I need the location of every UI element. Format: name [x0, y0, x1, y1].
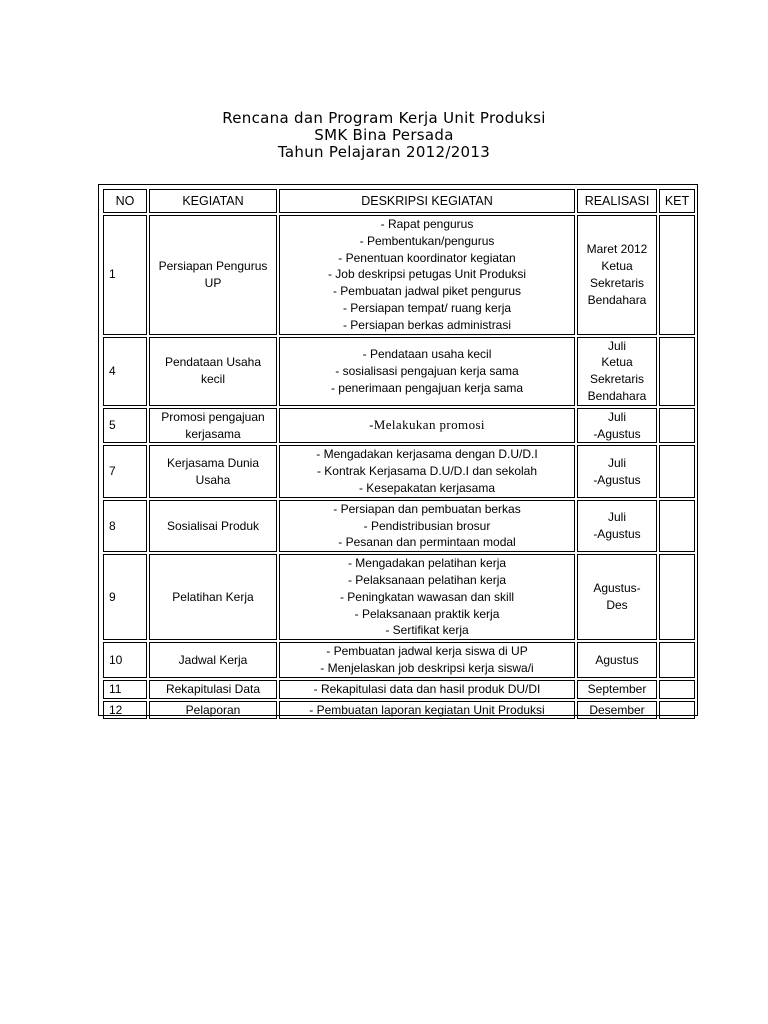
cell-kegiatan: [149, 701, 277, 720]
table-row: [103, 642, 695, 678]
cell-no: 9: [103, 554, 147, 640]
cell-kegiatan-line: kerjasama: [185, 426, 241, 441]
cell-deskripsi: [279, 215, 575, 335]
cell-realisasi-line: Ketua: [601, 355, 633, 370]
program-table: [101, 187, 697, 721]
cell-deskripsi-line: - Pesanan dan permintaan modal: [338, 535, 516, 550]
cell-kegiatan: [149, 680, 277, 699]
cell-no: 8: [103, 500, 147, 552]
title-line-3: Tahun Pelajaran 2012/2013: [277, 143, 491, 161]
program-table-frame: [98, 184, 698, 716]
cell-realisasi-line: Sekretaris: [589, 372, 645, 387]
cell-kegiatan: [149, 500, 277, 552]
cell-deskripsi-line: - Persiapan berkas administrasi: [342, 317, 512, 332]
cell-kegiatan: [149, 215, 277, 335]
cell-deskripsi-line: - Job deskripsi petugas Unit Produksi: [327, 267, 527, 282]
header-realisasi: REALISASI: [577, 189, 657, 213]
cell-kegiatan: [149, 337, 277, 406]
cell-deskripsi: [279, 500, 575, 552]
cell-realisasi: [577, 408, 657, 444]
cell-deskripsi: [279, 554, 575, 640]
cell-kegiatan-line: Promosi pengajuan: [161, 409, 265, 424]
cell-deskripsi-line: - Persiapan tempat/ ruang kerja: [342, 300, 512, 315]
cell-realisasi: [577, 337, 657, 406]
cell-no: 5: [103, 408, 147, 444]
cell-ket: [659, 215, 695, 335]
cell-ket: [659, 642, 695, 678]
table-row: [103, 680, 695, 699]
cell-deskripsi-line: - Pendataan usaha kecil: [362, 346, 492, 361]
cell-realisasi-line: Bendahara: [587, 292, 647, 307]
table-body: [103, 189, 695, 719]
cell-realisasi-line: Desember: [589, 702, 645, 717]
cell-kegiatan-line: UP: [204, 275, 222, 290]
cell-deskripsi-line: - Peningkatan wawasan dan skill: [339, 589, 515, 604]
cell-deskripsi-line: - Rapat pengurus: [380, 217, 474, 231]
title-line-1: Rencana dan Program Kerja Unit Produksi: [222, 109, 546, 127]
cell-deskripsi: [279, 680, 575, 699]
cell-kegiatan-line: Jadwal Kerja: [178, 652, 248, 667]
table-row: [103, 554, 695, 640]
cell-deskripsi-line: - Pembuatan jadwal piket pengurus: [332, 284, 522, 299]
header-deskripsi: DESKRIPSI KEGIATAN: [279, 189, 575, 213]
cell-deskripsi-line: - Pelaksanaan praktik kerja: [354, 606, 500, 621]
cell-no: 12: [103, 701, 147, 720]
cell-kegiatan-line: Kerjasama Dunia: [166, 455, 260, 470]
cell-deskripsi-line: - Mengadakan pelatihan kerja: [347, 556, 507, 571]
cell-deskripsi-line: - Pelaksanaan pelatihan kerja: [347, 572, 507, 587]
document-title: [0, 110, 768, 161]
cell-realisasi: [577, 701, 657, 720]
cell-deskripsi-line: - Persiapan dan pembuatan berkas: [333, 501, 521, 516]
cell-ket: [659, 500, 695, 552]
cell-realisasi-line: Juli: [607, 455, 626, 470]
cell-deskripsi-line: - Kontrak Kerjasama D.U/D.I dan sekolah: [316, 464, 538, 479]
cell-realisasi: [577, 680, 657, 699]
cell-realisasi-line: Juli: [607, 409, 626, 424]
cell-no: 11: [103, 680, 147, 699]
cell-realisasi: [577, 215, 657, 335]
cell-kegiatan-line: Pelaporan: [185, 702, 241, 717]
cell-deskripsi-line: - Pembuatan laporan kegiatan Unit Produksi: [309, 702, 545, 717]
cell-deskripsi: [279, 445, 575, 497]
cell-deskripsi-line: - Pembentukan/pengurus: [359, 233, 495, 248]
cell-deskripsi-line: - Pendistribusian brosur: [363, 518, 491, 533]
cell-deskripsi-line: - Menjelaskan job deskripsi kerja siswa/i: [320, 660, 534, 675]
cell-no: 1: [103, 215, 147, 335]
cell-ket: [659, 337, 695, 406]
cell-realisasi-line: Agustus: [595, 652, 639, 667]
cell-realisasi-line: -Agustus: [593, 472, 641, 487]
cell-kegiatan-line: Usaha: [195, 472, 231, 487]
cell-realisasi: [577, 445, 657, 497]
cell-deskripsi: [279, 408, 575, 444]
cell-kegiatan: [149, 445, 277, 497]
cell-kegiatan-line: Pelatihan Kerja: [172, 589, 254, 604]
cell-kegiatan: [149, 642, 277, 678]
cell-kegiatan-line: Sosialisai Produk: [166, 518, 260, 533]
cell-realisasi-line: Sekretaris: [589, 275, 645, 290]
table-row: [103, 445, 695, 497]
cell-realisasi-line: -Agustus: [593, 426, 641, 441]
cell-deskripsi: [279, 337, 575, 406]
cell-realisasi: [577, 500, 657, 552]
cell-ket: [659, 408, 695, 444]
cell-realisasi-line: Des: [606, 598, 628, 613]
cell-deskripsi-line: - Sertifikat kerja: [385, 623, 469, 638]
cell-realisasi: [577, 642, 657, 678]
cell-kegiatan-line: Pendataan Usaha: [164, 355, 262, 370]
cell-kegiatan-line: Persiapan Pengurus: [158, 258, 268, 273]
cell-ket: [659, 701, 695, 720]
cell-ket: [659, 445, 695, 497]
cell-kegiatan-line: kecil: [200, 372, 225, 387]
cell-realisasi: [577, 554, 657, 640]
cell-deskripsi-line: - Kesepakatan kerjasama: [358, 480, 496, 495]
header-kegiatan: KEGIATAN: [149, 189, 277, 213]
cell-realisasi-line: Bendahara: [587, 388, 647, 403]
cell-deskripsi-line: -Melakukan promosi: [369, 417, 485, 433]
cell-deskripsi-line: - penerimaan pengajuan kerja sama: [330, 380, 524, 395]
cell-no: 7: [103, 445, 147, 497]
table-row: [103, 215, 695, 335]
cell-realisasi-line: Maret 2012: [586, 242, 648, 257]
cell-realisasi-line: -Agustus: [593, 526, 641, 541]
cell-deskripsi: [279, 642, 575, 678]
cell-ket: [659, 680, 695, 699]
cell-ket: [659, 554, 695, 640]
cell-realisasi-line: Agustus-: [593, 581, 641, 596]
table-row: [103, 408, 695, 444]
cell-deskripsi-line: - Mengadakan kerjasama dengan D.U/D.I: [316, 447, 538, 462]
cell-deskripsi-line: - Penentuan koordinator kegiatan: [338, 250, 516, 265]
cell-kegiatan: [149, 554, 277, 640]
cell-deskripsi-line: - sosialisasi pengajuan kerja sama: [335, 363, 519, 378]
cell-deskripsi: [279, 701, 575, 720]
table-row: [103, 337, 695, 406]
cell-realisasi-line: Juli: [607, 338, 626, 353]
cell-deskripsi-line: - Pembuatan jadwal kerja siswa di UP: [326, 644, 528, 659]
cell-realisasi-line: September: [587, 681, 647, 696]
cell-kegiatan: [149, 408, 277, 444]
table-row: [103, 701, 695, 720]
cell-realisasi-line: Juli: [607, 510, 626, 525]
header-ket: KET: [659, 189, 695, 213]
cell-kegiatan-line: Rekapitulasi Data: [165, 681, 261, 696]
cell-deskripsi-line: - Rekapitulasi data dan hasil produk DU/DI: [313, 681, 541, 696]
header-no: NO: [103, 189, 147, 213]
table-header-row: [103, 189, 695, 213]
title-line-2: SMK Bina Persada: [314, 126, 454, 144]
table-row: [103, 500, 695, 552]
cell-realisasi-line: Ketua: [601, 258, 633, 273]
cell-no: 10: [103, 642, 147, 678]
cell-no: 4: [103, 337, 147, 406]
